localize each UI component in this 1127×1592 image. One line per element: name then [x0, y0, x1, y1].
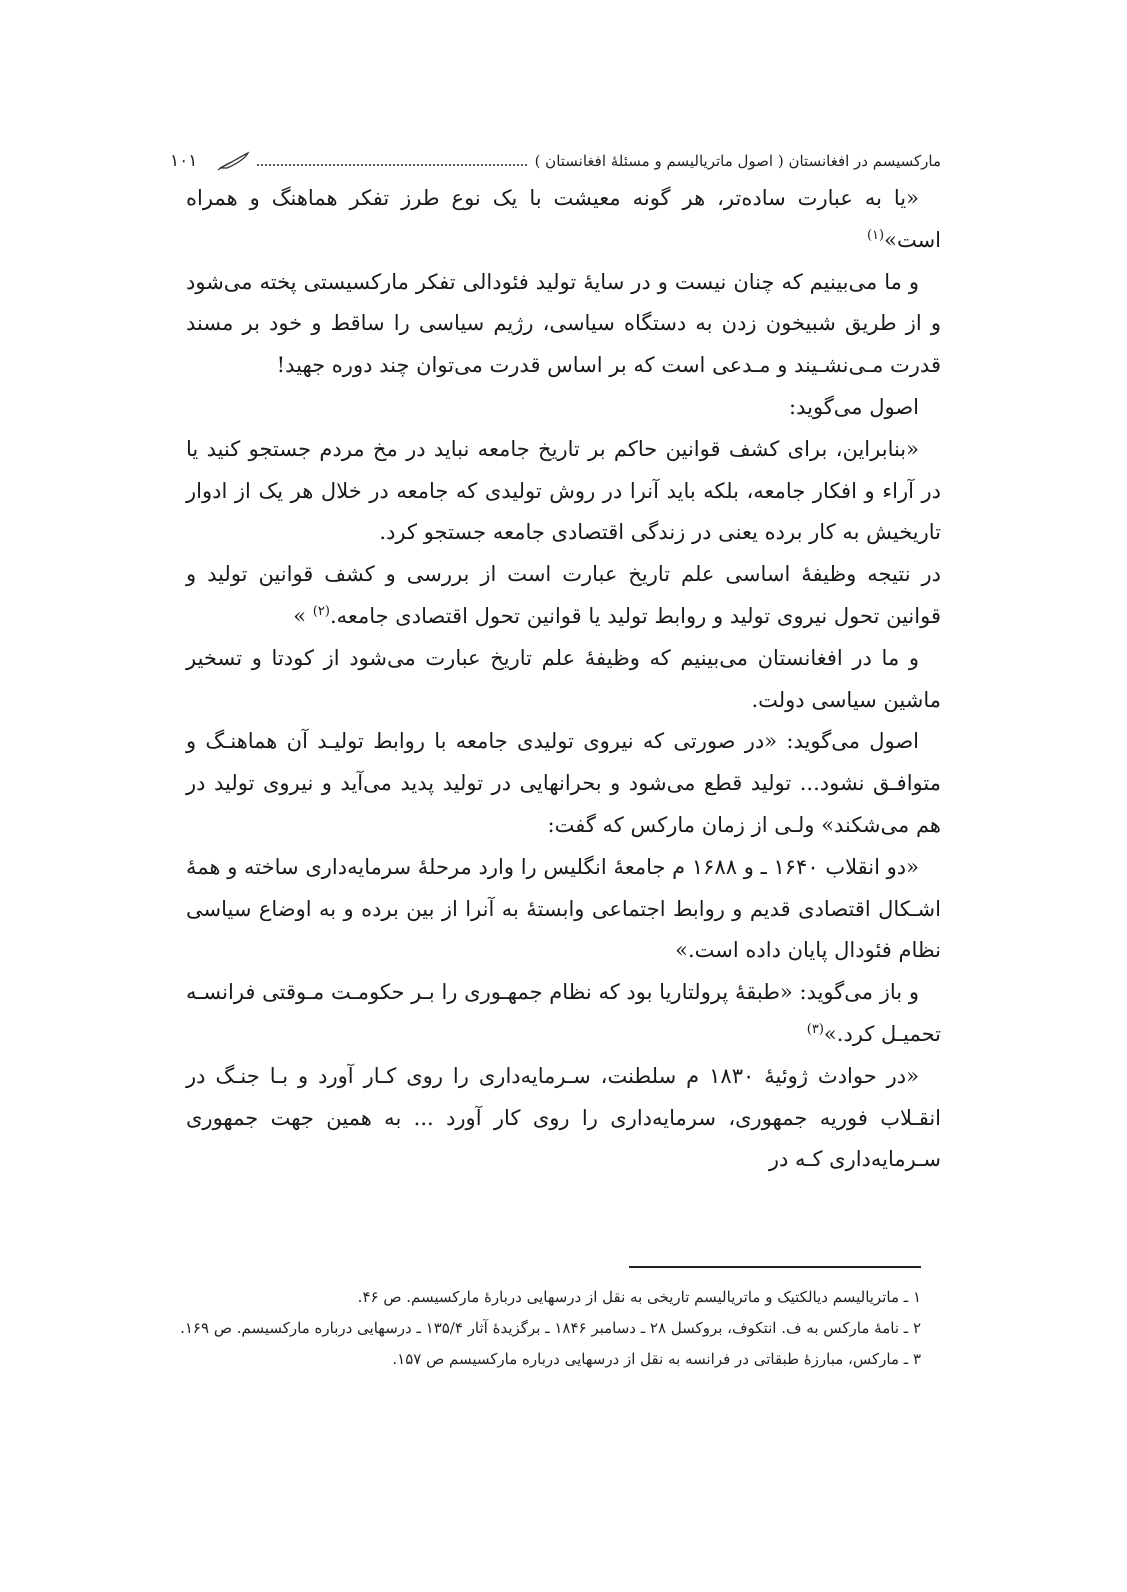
paragraph: اصول می‌گوید: «در صورتی که نیروی تولیدی جامعه با روابط تولیـد آن هماهنـگ و متوافـق نشود... تولید قطع می‌شود و بحرانهایی در تولید پدید می‌آید و نیروی تولید در هم می‌شکند» ولـی از زمان مارکس که گفت: [186, 729, 941, 837]
running-header [170, 145, 941, 177]
paragraph: و ما می‌بینیم که چنان نیست و در سایهٔ تولید فئودالی تفکر مارکسیستی پخته می‌شود و از طریق شبیخون زدن به دستگاه سیاسی، رژیم سیاسی را ساقط و خود بر مسند قدرت مـی‌نشـیند و مـدعی است که بر اساس قدرت می‌توان چند دوره جهید! [186, 269, 941, 378]
quill-pen-icon [217, 151, 251, 171]
paragraph: در نتیجه وظیفهٔ اساسی علم تاریخ عبارت است از بررسی و کشف قوانین تولید و قوانین تحول نیروی تولید و روابط تولید یا قوانین تحول اقتصادی جامعه.$^{(۲)}$ » [186, 562, 941, 628]
dotted-leader [257, 164, 526, 166]
paragraph: «در حوادث ژوئیهٔ ۱۸۳۰ م سلطنت، سـرمایه‌داری را روی کـار آورد و بـا جنـگ در انقـلاب فوریه جمهوری، سرمایه‌داری را روی کار آورد ... به همین جهت جمهوری سـرمایه‌داری کـه در [186, 1063, 941, 1172]
footnotes [180, 1266, 941, 1375]
footnote-ref: (۳) [806, 1021, 824, 1037]
footnote: ۲ ـ نامهٔ مارکس به ف. انتکوف، بروکسل ۲۸ ـ دسامبر ۱۸۴۶ ـ برگزیدهٔ آثار ۱۳۵/۴ ـ درسهایی درباره مارکسیسم. ص ۱۶۹. [180, 1319, 921, 1337]
footnote: ۱ ـ ماتریالیسم دیالکتیک و ماتریالیسم تاریخی به نقل از درسهایی دربارهٔ مارکسیسم. ص ۴۶. [357, 1288, 921, 1306]
footnote: ۳ ـ مارکس، مبارزهٔ طبقاتی در فرانسه به نقل از درسهایی درباره مارکسیسم ص ۱۵۷. [392, 1350, 921, 1368]
paragraph: و باز می‌گوید: «طبقهٔ پرولتاریا بود که نظام جمهـوری را بـر حکومـت مـوقتی فرانسـه تحمیـل کرد.»$^{(۳)}$ [186, 980, 941, 1046]
footnote-ref: (۲) [312, 603, 330, 619]
footnote-ref: (۱) [866, 227, 885, 243]
paragraph: و ما در افغانستان می‌بینیم که وظیفهٔ علم تاریخ عبارت می‌شود از کودتا و تسخیر ماشین سیاسی دولت. [186, 645, 941, 712]
paragraph: «دو انقلاب ۱۶۴۰ ـ و ۱۶۸۸ م جامعهٔ انگلیس را وارد مرحلهٔ سرمایه‌داری ساخته و همهٔ اشـکال اقتصادی قدیم و روابط اجتماعی وابستهٔ به آنرا از بین برده و به اوضاع سیاسی نظام فئودال پایان داده است.» [186, 854, 941, 963]
running-title: مارکسیسم در افغانستان ( اصول ماتریالیسم و مسئلهٔ افغانستان ) [534, 152, 941, 170]
footnote-rule [629, 1266, 921, 1268]
page-number: ۱۰۱ [170, 151, 198, 171]
paragraph: اصول می‌گوید: [789, 394, 919, 419]
paragraph: «یا به عبارت ساده‌تر، هر گونه معیشت با یک نوع طرز تفکر هماهنگ و همراه است»$^{(۱)}$ [186, 186, 941, 252]
paragraph: «بنابراین، برای کشف قوانین حاکم بر تاریخ جامعه نباید در مخ مردم جستجو کنید یا در آراء و افکار جامعه، بلکه باید آنرا در روش تولیدی که جامعه در خلال هر یک از ادوار تاریخیش به کار برده یعنی در زندگی اقتصادی جامعه جستجو کرد. [186, 436, 941, 545]
body-text [186, 178, 941, 1181]
